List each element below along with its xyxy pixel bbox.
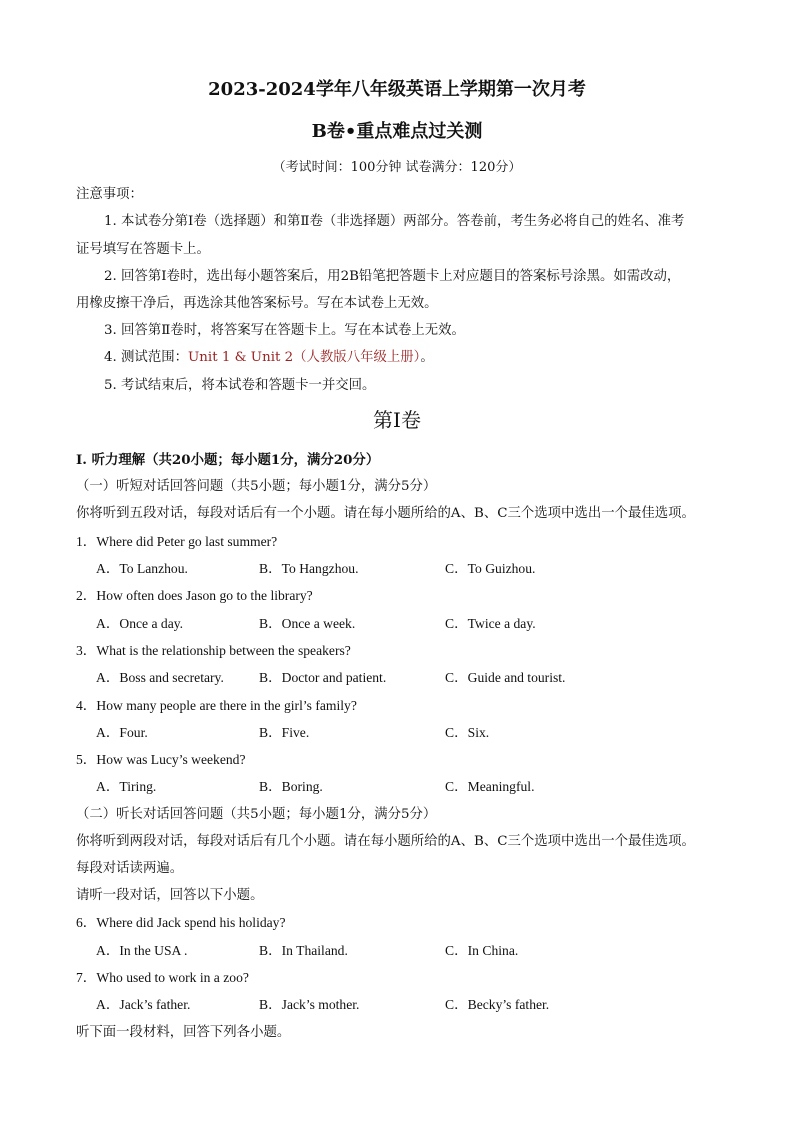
note-5: 5. 考试结束后，将本试卷和答题卡一并交回。 <box>104 378 376 393</box>
part-1-instruction: 你将听到五段对话，每段对话后有一个小题。请在每小题所给的A、B、C三个选项中选出一个最佳选项。 <box>76 506 695 521</box>
notes-heading: 注意事项： <box>76 187 143 202</box>
option-b: B．Once a week. <box>259 616 356 631</box>
part-2-heading: （二）听长对话回答问题（共5小题；每小题1分，满分5分） <box>76 807 437 822</box>
option-c: C．Six. <box>445 725 490 740</box>
option-b: B．To Hangzhou. <box>259 561 359 576</box>
question-stem: 6．Where did Jack spend his holiday? <box>76 915 286 930</box>
question-stem: 3．What is the relationship between the speakers? <box>76 643 351 658</box>
option-a: A．To Lanzhou. <box>96 561 188 576</box>
note-1-line-1: 1. 本试卷分第Ⅰ卷（选择题）和第Ⅱ卷（非选择题）两部分。答卷前，考生务必将自己的姓名、准考 <box>104 214 685 229</box>
option-b: B．In Thailand. <box>259 943 348 958</box>
question-stem: 5．How was Lucy’s weekend? <box>76 752 246 767</box>
option-c: C．Becky’s father. <box>445 997 550 1012</box>
option-a: A．Tiring. <box>96 779 157 794</box>
option-b: B．Boring. <box>259 779 323 794</box>
volume-title: 第Ⅰ卷 <box>373 408 421 432</box>
note-2-line-2: 用橡皮擦干净后，再选涂其他答案标号。写在本试卷上无效。 <box>76 296 438 311</box>
option-b: B．Jack’s mother. <box>259 997 360 1012</box>
option-a: A．Boss and secretary. <box>96 670 224 685</box>
part-1-heading: （一）听短对话回答问题（共5小题；每小题1分，满分5分） <box>76 479 437 494</box>
note-4-scope: Unit 1 & Unit 2（人教版八年级上册） <box>188 350 421 365</box>
section-heading: I. 听力理解（共20小题；每小题1分，满分20分） <box>76 452 380 468</box>
note-2-line-1: 2. 回答第Ⅰ卷时，选出每小题答案后，用2B铅笔把答题卡上对应题目的答案标号涂黑。如需改动， <box>104 269 681 284</box>
option-c: C．To Guizhou. <box>445 561 536 576</box>
part-2-instruction-line-1: 你将听到两段对话，每段对话后有几个小题。请在每小题所给的A、B、C三个选项中选出一个最佳选项。 <box>76 834 695 849</box>
option-a: A．In the USA . <box>96 943 188 958</box>
note-1-line-2: 证号填写在答题卡上。 <box>76 242 210 257</box>
option-c: C．Meaningful. <box>445 779 535 794</box>
option-c: C．Twice a day. <box>445 616 536 631</box>
dialogue-1-prompt: 请听一段对话，回答以下小题。 <box>76 888 264 903</box>
question-stem: 2．How often does Jason go to the library? <box>76 588 313 603</box>
option-a: A．Once a day. <box>96 616 184 631</box>
question-stem: 7．Who used to work in a zoo? <box>76 970 249 985</box>
option-a: A．Four. <box>96 725 148 740</box>
note-4-suffix: 。 <box>420 350 434 365</box>
exam-info: （考试时间：100分钟 试卷满分：120分） <box>272 160 522 175</box>
option-b: B．Five. <box>259 725 310 740</box>
exam-subtitle: B卷•重点难点过关测 <box>311 121 483 142</box>
note-4-prefix: 4. 测试范围： <box>104 350 188 365</box>
question-stem: 1．Where did Peter go last summer? <box>76 534 278 549</box>
question-stem: 4．How many people are there in the girl’s family? <box>76 698 357 713</box>
note-4 <box>104 349 434 367</box>
part-2-instruction-line-2: 每段对话读两遍。 <box>76 861 184 876</box>
dialogue-2-prompt: 听下面一段材料，回答下列各小题。 <box>76 1025 291 1040</box>
option-c: C．Guide and tourist. <box>445 670 566 685</box>
option-b: B．Doctor and patient. <box>259 670 387 685</box>
exam-title: 2023-2024学年八年级英语上学期第一次月考 <box>208 79 586 100</box>
note-3: 3. 回答第Ⅱ卷时，将答案写在答题卡上。写在本试卷上无效。 <box>104 323 465 338</box>
option-c: C．In China. <box>445 943 519 958</box>
option-a: A．Jack’s father. <box>96 997 191 1012</box>
